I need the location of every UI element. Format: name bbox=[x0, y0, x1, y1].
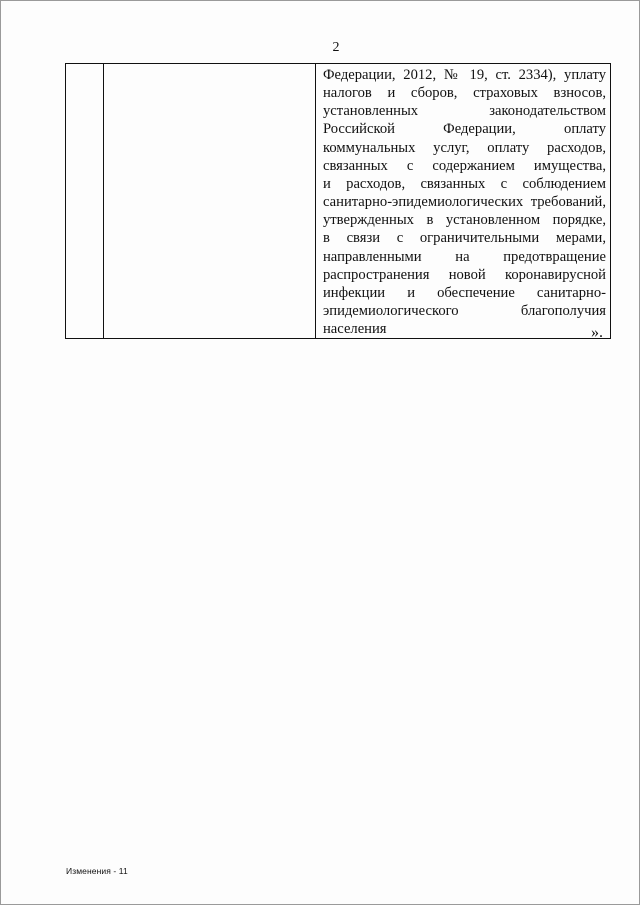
document-table bbox=[65, 63, 611, 339]
table-cell-description bbox=[316, 64, 611, 339]
text-line: установленных законодательством bbox=[323, 103, 606, 120]
text-line: коммунальных услуг, оплату расходов, bbox=[323, 139, 606, 156]
text-line: распространения новой коронавирусной bbox=[323, 266, 606, 283]
text-line: налогов и сборов, страховых взносов, bbox=[323, 85, 606, 102]
text-line: эпидемиологического благополучия bbox=[323, 303, 606, 320]
table-cell-name bbox=[104, 64, 316, 339]
text-line: связанных с содержанием имущества, bbox=[323, 157, 606, 174]
text-line: инфекции и обеспечение санитарно- bbox=[323, 284, 606, 301]
text-line: населения bbox=[323, 321, 387, 338]
text-line: в связи с ограничительными мерами, bbox=[323, 230, 606, 247]
footer-note: Изменения - 11 bbox=[66, 866, 128, 876]
text-line: санитарно-эпидемиологических требований, bbox=[323, 194, 606, 211]
text-line: Федерации, 2012, № 19, ст. 2334), уплату bbox=[323, 67, 606, 83]
text-line: утвержденных в установленном порядке, bbox=[323, 212, 606, 229]
description-text bbox=[316, 64, 610, 338]
closing-quote: ». bbox=[591, 324, 603, 341]
text-line: Российской Федерации, оплату bbox=[323, 121, 606, 138]
page-number: 2 bbox=[332, 40, 340, 55]
table-cell-number bbox=[66, 64, 104, 339]
text-line: и расходов, связанных с соблюдением bbox=[323, 175, 606, 192]
text-line: направленными на предотвращение bbox=[323, 248, 606, 265]
table-row bbox=[66, 64, 611, 339]
